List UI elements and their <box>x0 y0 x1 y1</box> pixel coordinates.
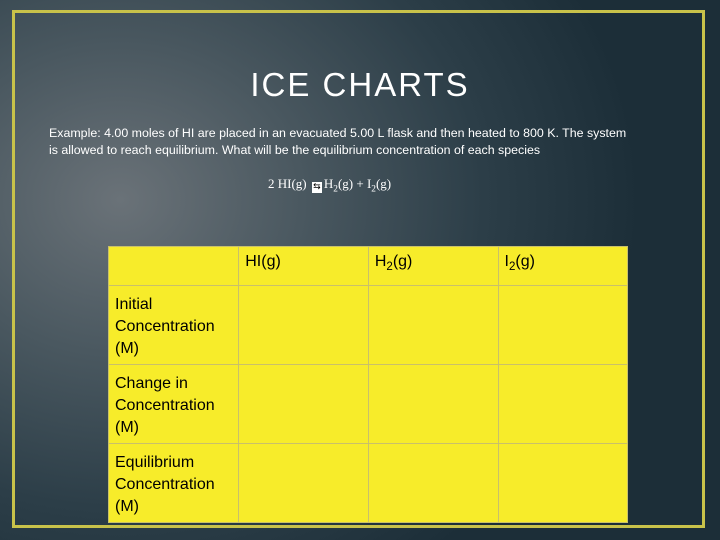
equation-product2-state: (g) <box>375 176 392 191</box>
column-header-i2-sub: 2 <box>509 261 516 274</box>
table-cell <box>368 286 498 365</box>
table-cell <box>368 444 498 523</box>
equation-product1-sub: 2 <box>333 184 338 195</box>
equation-product1: H <box>323 176 334 191</box>
table-row <box>109 444 628 523</box>
column-header-h2-label: H <box>374 253 387 270</box>
ice-table-header-row <box>109 247 628 286</box>
table-cell <box>368 365 498 444</box>
column-header-i2-state: (g) <box>515 253 535 270</box>
column-header-i2 <box>498 247 627 286</box>
table-cell <box>239 286 369 365</box>
example-text: Example: 4.00 moles of HI are placed in an evacuated 5.00 L flask and then heated to 800 K. The system is allowed to reach equilibrium. What will be the equilibrium concentration of each species <box>49 126 627 157</box>
column-header-h2-sub: 2 <box>386 261 393 274</box>
table-row <box>109 286 628 365</box>
equation-product2-sub: 2 <box>371 184 376 195</box>
slide-title: ICE CHARTS <box>250 66 470 103</box>
column-header-h2 <box>368 247 498 286</box>
column-header-hi-label: HI(g) <box>245 253 281 270</box>
equilibrium-arrow-icon: ⇆ <box>313 182 321 192</box>
reaction-equation <box>268 176 391 195</box>
table-cell <box>498 286 627 365</box>
table-cell <box>239 365 369 444</box>
row-label-initial: Initial Concentration (M) <box>109 286 239 365</box>
column-header-h2-state: (g) <box>392 253 413 270</box>
column-header-i2-label: I <box>504 253 509 270</box>
ice-table <box>108 246 628 523</box>
table-cell <box>239 444 369 523</box>
row-label-change: Change in Concentration (M) <box>109 365 239 444</box>
ice-table-corner-cell <box>109 247 239 286</box>
equation-product1-state: (g) + <box>337 176 367 191</box>
row-label-equilibrium: Equilibrium Concentration (M) <box>109 444 239 523</box>
table-cell <box>498 365 627 444</box>
column-header-hi <box>239 247 369 286</box>
equation-product2: I <box>366 176 372 191</box>
table-row <box>109 365 628 444</box>
table-cell <box>498 444 627 523</box>
equation-reactant: 2 HI(g) <box>268 176 307 191</box>
